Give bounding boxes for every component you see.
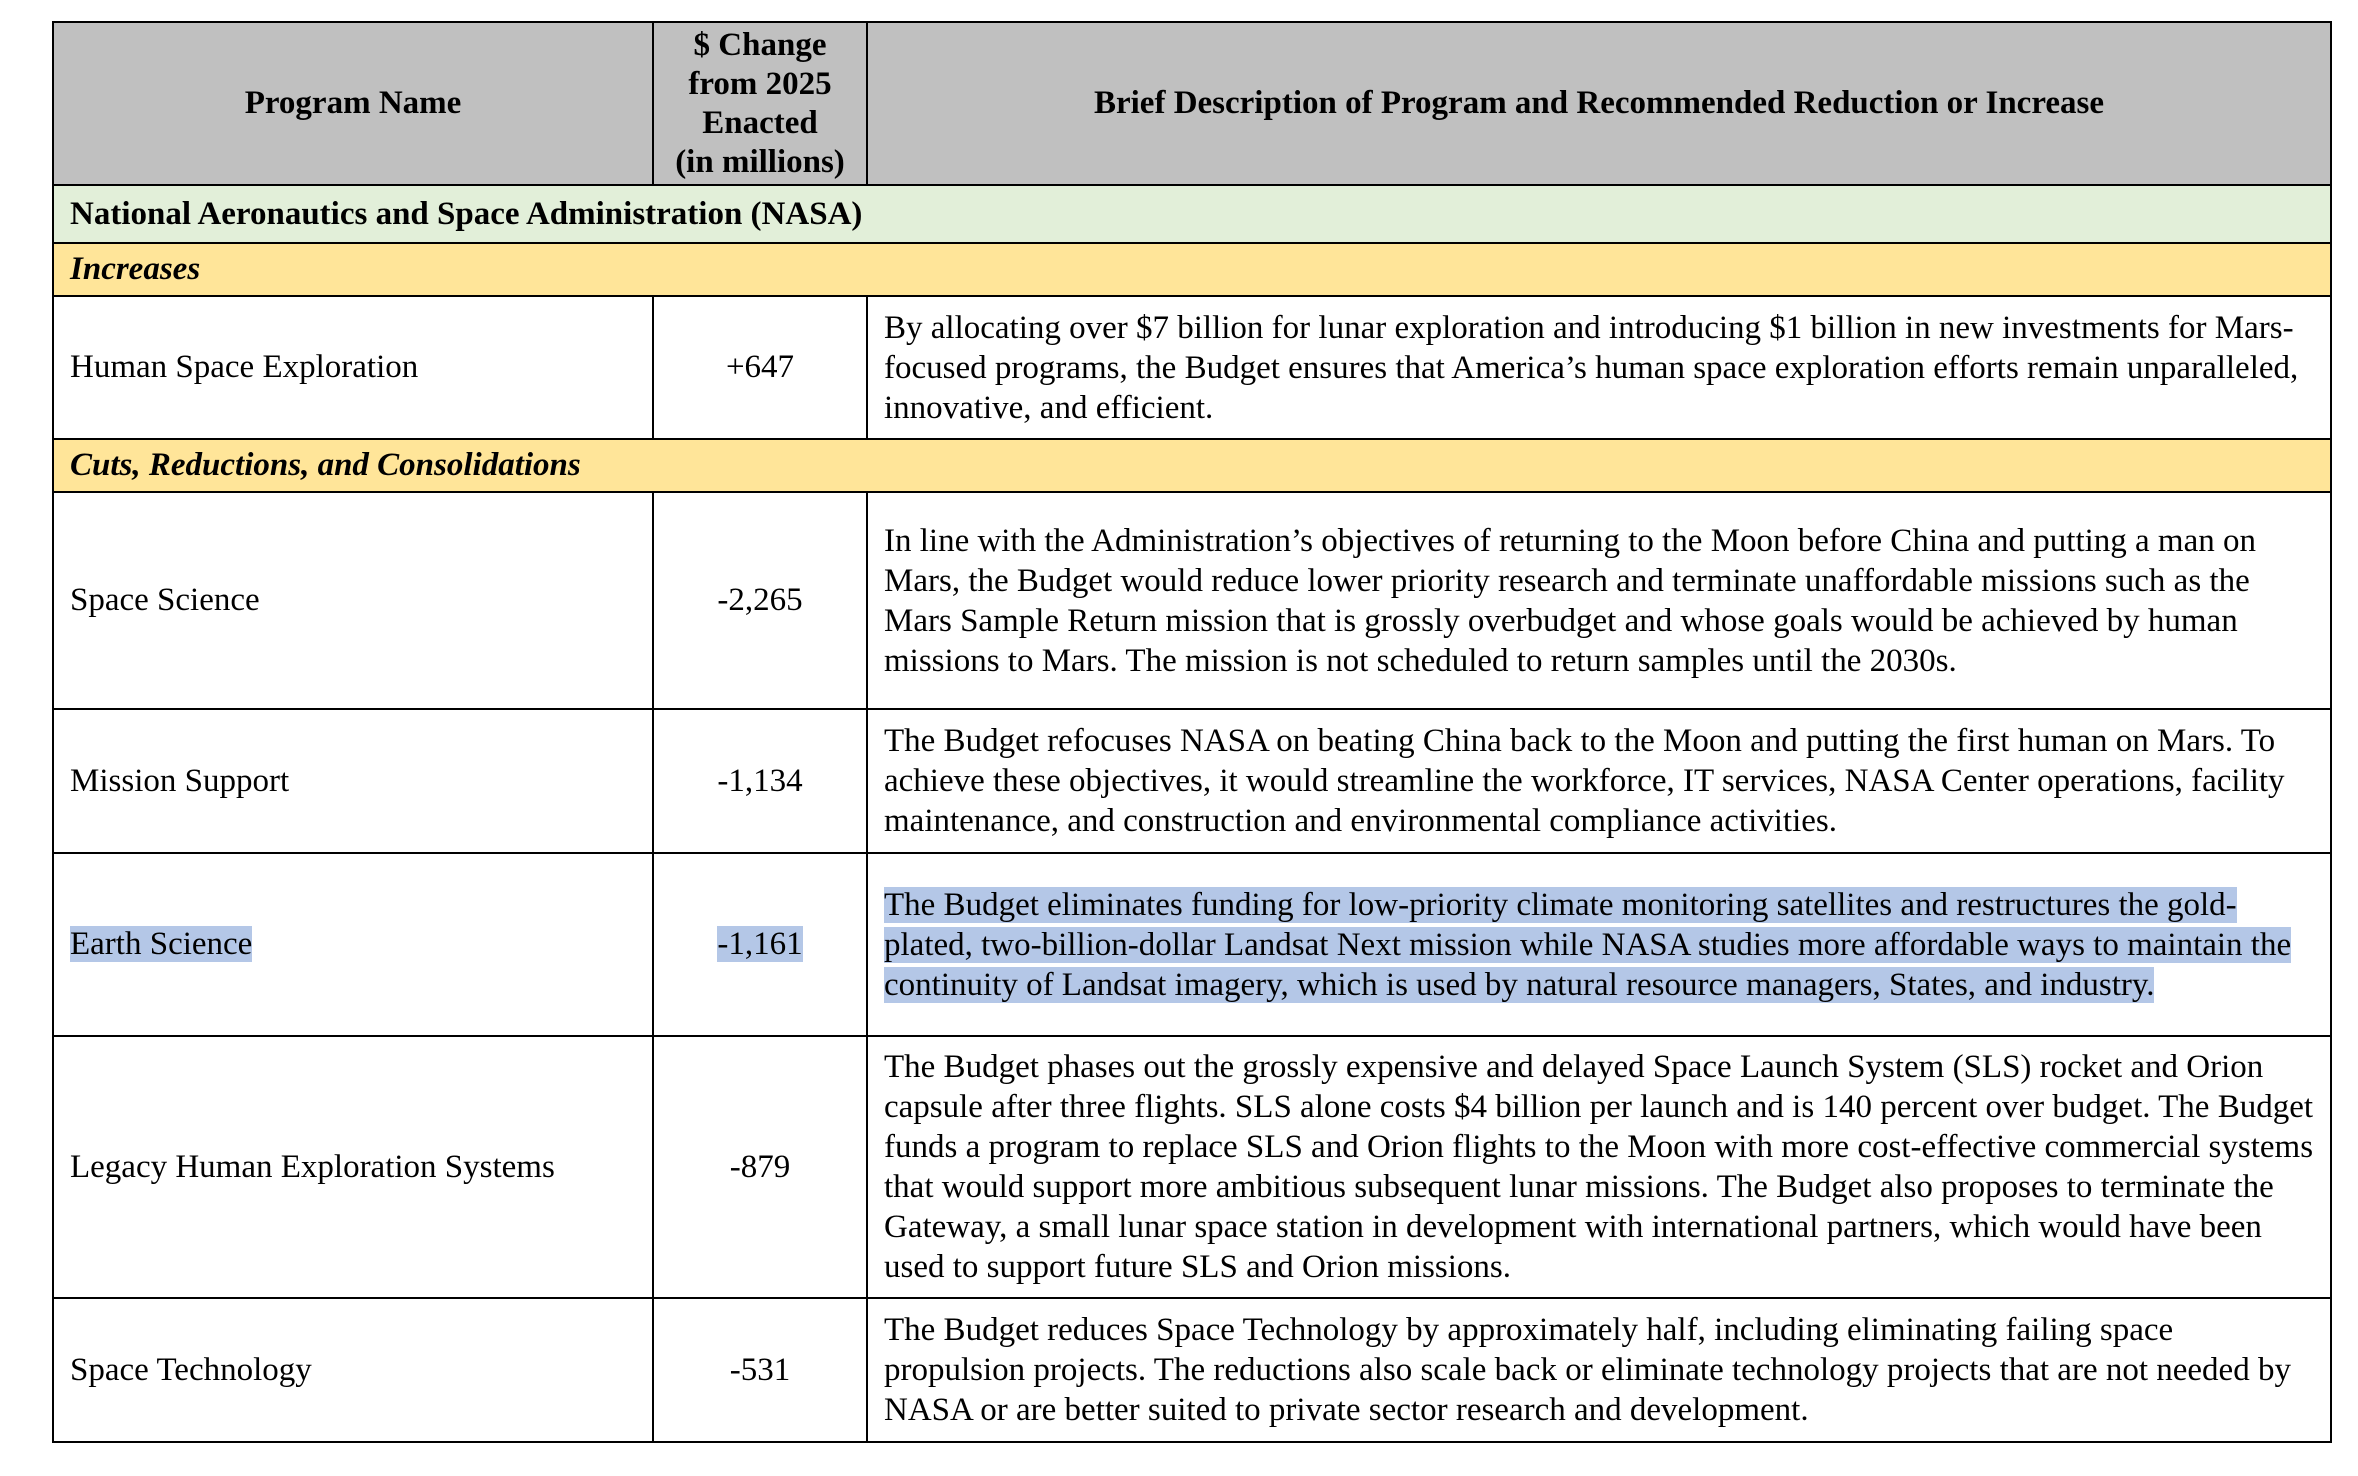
budget-table	[52, 21, 2332, 1443]
header-program-label: Program Name	[244, 85, 462, 121]
selected-text[interactable]: -1,161	[717, 926, 803, 962]
description-cell[interactable]: The Budget reduces Space Technology by approximately half, including eliminating failing space propulsion projects. The reductions also scale back or eliminate technology projects that are not needed by NASA or are better suited to private sector research and development.	[867, 1298, 2331, 1442]
header-change-line-2: from 2025	[688, 65, 832, 102]
section-title-cuts: Cuts, Reductions, and Consolidations	[53, 439, 2331, 492]
header-program-name	[53, 22, 653, 185]
description-cell[interactable]: In line with the Administration’s objectives of returning to the Moon before China and putting a man on Mars, the Budget would reduce lower priority research and terminate unaffordable missions such as the Mars Sample Return mission that is grossly overbudget and whose goals would be achieved by human missions to Mars. The mission is not scheduled to return samples until the 2030s.	[867, 492, 2331, 709]
dollar-change-cell[interactable]: -531	[653, 1298, 867, 1442]
dollar-change-cell[interactable]: -1,134	[653, 709, 867, 853]
program-name-cell[interactable]: Legacy Human Exploration Systems	[53, 1036, 653, 1298]
agency-row	[53, 185, 2331, 243]
program-name-cell[interactable]	[53, 853, 653, 1036]
program-name-cell[interactable]: Human Space Exploration	[53, 296, 653, 439]
header-description-label: Brief Description of Program and Recommended Reduction or Increase	[1093, 85, 2105, 121]
dollar-change-cell[interactable]: -2,265	[653, 492, 867, 709]
table-row	[53, 1036, 2331, 1298]
section-title-increases: Increases	[53, 243, 2331, 296]
description-cell[interactable]: The Budget refocuses NASA on beating China back to the Moon and putting the first human on Mars. To achieve these objectives, it would streamline the workforce, IT services, NASA Center operations, facility maintenance, and construction and environmental compliance activities.	[867, 709, 2331, 853]
header-change-line-3: Enacted	[702, 104, 818, 141]
header-row	[53, 22, 2331, 185]
header-change-line-1: $ Change	[693, 26, 827, 63]
table-row	[53, 1298, 2331, 1442]
program-name-cell[interactable]: Space Science	[53, 492, 653, 709]
table-row	[53, 492, 2331, 709]
section-row-increases	[53, 243, 2331, 296]
selected-text[interactable]: Earth Science	[70, 926, 253, 962]
description-cell[interactable]: By allocating over $7 billion for lunar exploration and introducing $1 billion in new investments for Mars-focused programs, the Budget ensures that America’s human space exploration efforts remain unparalleled, innovative, and efficient.	[867, 296, 2331, 439]
description-cell[interactable]: The Budget phases out the grossly expensive and delayed Space Launch System (SLS) rocket and Orion capsule after three flights. SLS alone costs $4 billion per launch and is 140 percent over budget. The Budget funds a program to replace SLS and Orion flights to the Moon with more cost-effective commercial systems that would support more ambitious subsequent lunar missions. The Budget also proposes to terminate the Gateway, a small lunar space station in development with international partners, which would have been used to support future SLS and Orion missions.	[867, 1036, 2331, 1298]
header-description	[867, 22, 2331, 185]
section-row-cuts	[53, 439, 2331, 492]
program-name-cell[interactable]: Space Technology	[53, 1298, 653, 1442]
dollar-change-cell[interactable]: -879	[653, 1036, 867, 1298]
header-change-line-4: (in millions)	[675, 143, 845, 180]
description-cell[interactable]	[867, 853, 2331, 1036]
program-name-cell[interactable]: Mission Support	[53, 709, 653, 853]
table-row	[53, 296, 2331, 439]
table-row	[53, 709, 2331, 853]
selected-text[interactable]: The Budget eliminates funding for low-priority climate monitoring satellites and restructures the gold-plated, two-billion-dollar Landsat Next mission while NASA studies more affordable ways to maintain the continuity of Landsat imagery, which is used by natural resource managers, States, and industry.	[884, 886, 2292, 1003]
header-dollar-change	[653, 22, 867, 185]
dollar-change-cell[interactable]: +647	[653, 296, 867, 439]
table-row-highlighted	[53, 853, 2331, 1036]
agency-title: National Aeronautics and Space Administration (NASA)	[53, 185, 2331, 243]
dollar-change-cell[interactable]	[653, 853, 867, 1036]
